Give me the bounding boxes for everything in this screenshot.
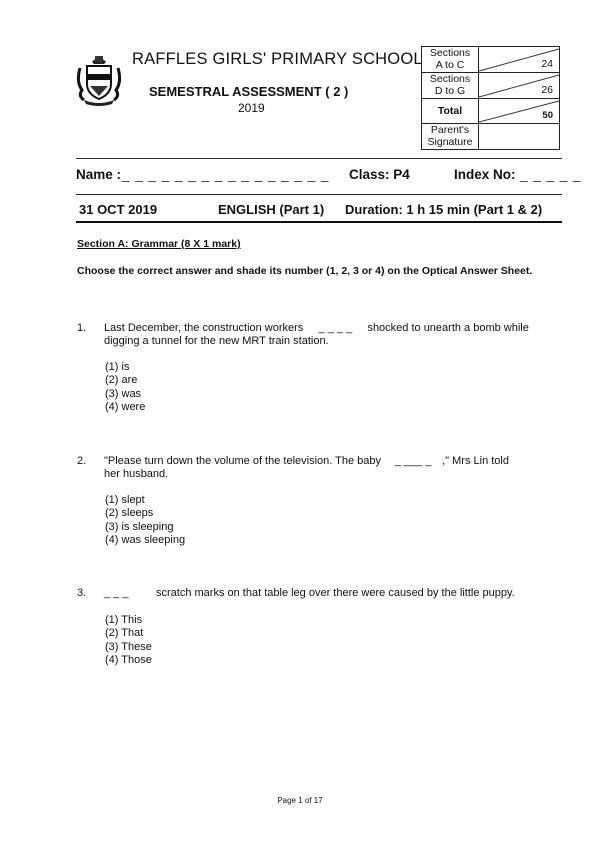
divider (76, 158, 562, 159)
score-cell (479, 99, 560, 124)
score-table (421, 46, 560, 150)
answer-option: (1) slept (105, 494, 145, 506)
options-list (105, 614, 152, 667)
score-label (422, 47, 479, 73)
score-cell (479, 73, 560, 99)
score-label-line: A to C (435, 59, 465, 71)
section-instruction: Choose the correct answer and shade its number (1, 2, 3 or 4) on the Optical Answer Sheet. (77, 265, 533, 277)
answer-option: (2) sleeps (105, 507, 154, 520)
student-info-row (76, 167, 582, 185)
score-label: Total (422, 99, 479, 124)
question-text (104, 322, 554, 348)
answer-blank: _ _ _ (104, 587, 129, 599)
divider (76, 194, 562, 195)
score-label-line: Parent's (430, 124, 470, 136)
question-number: 1. (77, 322, 87, 334)
options-list (105, 361, 145, 414)
score-label-line: Sections (429, 73, 471, 85)
score-label-line: Signature (427, 136, 473, 148)
score-label (422, 124, 479, 150)
section-title: Section A: Grammar (8 X 1 mark) (77, 238, 241, 250)
exam-date: 31 OCT 2019 (79, 202, 158, 217)
score-row (422, 99, 560, 124)
exam-duration: Duration: 1 h 15 min (Part 1 & 2) (345, 202, 543, 217)
divider (76, 221, 562, 223)
exam-info-row (76, 202, 566, 218)
name-blank: _ _ _ _ _ _ _ _ _ _ _ _ _ _ _ _ (122, 167, 330, 182)
score-row (422, 73, 560, 99)
score-row (422, 124, 560, 150)
answer-option: (2) are (105, 374, 138, 387)
answer-option: (4) was sleeping (105, 533, 186, 546)
score-value: 26 (541, 84, 553, 96)
exam-paper: ENGLISH (Part 1) (218, 202, 325, 217)
score-label (422, 73, 479, 99)
question-text-part: Last December, the construction workers (104, 322, 304, 334)
assessment-title: SEMESTRAL ASSESSMENT ( 2 ) (149, 84, 349, 99)
index-label: Index No: (454, 167, 516, 182)
school-crest-icon (74, 52, 124, 106)
question-text-part: shocked to unearth a bomb while (367, 322, 529, 334)
options-list (105, 494, 185, 547)
score-row (422, 47, 560, 73)
answer-option: (1) This (105, 614, 143, 626)
answer-blank: _ _ _ _ (318, 322, 353, 334)
assessment-year: 2019 (238, 101, 265, 115)
answer-option: (2) That (105, 627, 144, 640)
answer-blank: _ ___ _ (394, 455, 432, 467)
score-label-line: D to G (434, 85, 466, 97)
score-total: 50 (542, 110, 553, 121)
page-number: Page 1 of 17 (277, 796, 323, 805)
question-text-part: her husband. (104, 468, 169, 480)
answer-option: (3) is sleeping (105, 520, 174, 533)
score-label-line: Sections (429, 47, 471, 59)
question-text-part: digging a tunnel for the new MRT train station. (104, 335, 329, 347)
answer-option: (4) Those (105, 653, 152, 666)
question-text-part: ," Mrs Lin told (442, 455, 509, 467)
question-number: 2. (77, 455, 87, 467)
question-text-part: "Please turn down the volume of the television. The baby (104, 455, 382, 467)
answer-option: (1) is (105, 361, 130, 373)
score-value: 24 (541, 58, 553, 70)
class-label: Class: P4 (349, 167, 410, 182)
answer-option: (3) These (105, 640, 152, 653)
answer-option: (4) were (105, 400, 146, 413)
answer-option: (3) was (105, 387, 142, 400)
question-text (104, 587, 554, 600)
index-blank: _ _ _ _ _ (520, 167, 582, 182)
question-number: 3. (77, 587, 87, 599)
question-text-part: scratch marks on that table leg over there were caused by the little puppy. (156, 587, 515, 599)
score-cell (479, 47, 560, 73)
parent-signature-cell (479, 124, 560, 150)
school-name: RAFFLES GIRLS' PRIMARY SCHOOL (132, 50, 423, 68)
name-label: Name : (76, 167, 122, 182)
question-text (104, 455, 554, 481)
